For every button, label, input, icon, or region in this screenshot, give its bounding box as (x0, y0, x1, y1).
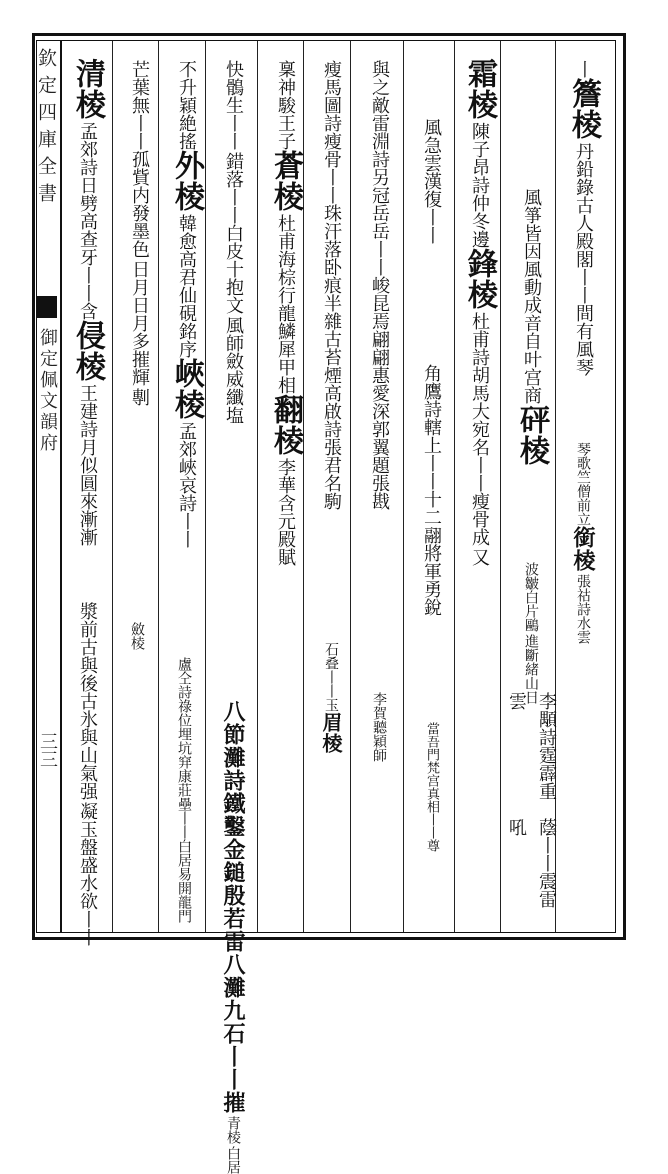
headword: 鋒棱 (462, 248, 497, 310)
text-column-5: 與之敵雷淵詩另冠岳岳丨丨峻昆焉翩翩惠愛深郭翼題張戡 (369, 60, 390, 510)
headword: 砰棱 (514, 404, 549, 466)
column-rule (257, 41, 258, 932)
text-column-7: 稟神駿王子 蒼棱 杜甫海棕行龍鱗犀甲相 翻棱 李華含元殿賦 (262, 58, 308, 925)
headword: 外棱 (169, 150, 204, 212)
text-column-12: 漿前古與後古氷與山氣强 凝玉盤盛水欲丨丨 (77, 602, 98, 946)
headword: 眉棱 (319, 712, 343, 754)
headword: 蒼棱 (268, 150, 303, 212)
text-column-8: 快鶻生丨丨 錯落丨丨白皮十抱文 風師斂威纖塩 (223, 60, 244, 424)
margin-rule (60, 41, 62, 932)
text-column-11: 清棱 孟郊詩日劈高查牙丨丨含 侵棱 王建詩月似圓來漸漸 (64, 58, 110, 925)
text-column-9: 不升穎絶搖 外棱 韓愈高君仙硯銘序 峽棱 孟郊峽哀詩丨丨 (163, 58, 209, 925)
headword: 峽棱 (169, 358, 204, 420)
headword: 銜棱 (570, 526, 596, 572)
headword: 清棱 (70, 58, 105, 120)
headword: 簷棱 (566, 78, 601, 140)
column-rule (454, 41, 455, 932)
text-column-6: 瘦馬圖詩瘦骨丨丨珠汗落卧痕半雜古苔煙高啟詩張君名駒 (321, 60, 342, 510)
margin-collection-title: 欽定四庫全書 (35, 48, 57, 210)
headword: 霜棱 (462, 58, 497, 120)
text-column-1: 丨 簷棱 丹鉛錄古人殿閣丨丨間有風琴 (560, 58, 606, 925)
text-column-3: 霜棱 陳子昂詩仲冬邊 鋒棱 杜甫詩胡馬大宛名丨丨瘦骨成 又 (456, 58, 502, 925)
column-rule (112, 41, 113, 932)
headword: 翻棱 (268, 394, 303, 456)
text-column-2: 風箏皆因風動成音自叶宫商 砰棱 (508, 58, 554, 925)
fishtail-mark (37, 296, 57, 318)
margin-book-title: 御定佩文韻府 (37, 328, 58, 454)
text-column-4: 風急雲漢復丨丨 角鷹詩轄上丨丨十二翮將軍勇銳 (421, 118, 442, 616)
headword: 侵棱 (70, 320, 105, 382)
text-column-10: 芒葉無丨丨孤貲内發墨色 日月日月多摧輝 剸 (129, 60, 150, 406)
text-column-2b: 李顒詩霆霹重雲 蔭丨丨震雷吼 (506, 692, 557, 909)
page-number: 三三 (37, 732, 58, 768)
column-rule (403, 41, 404, 932)
headword: 八節灘詩鐵鑿金鎚殷若雷八灘九石丨丨摧 (220, 700, 246, 1114)
